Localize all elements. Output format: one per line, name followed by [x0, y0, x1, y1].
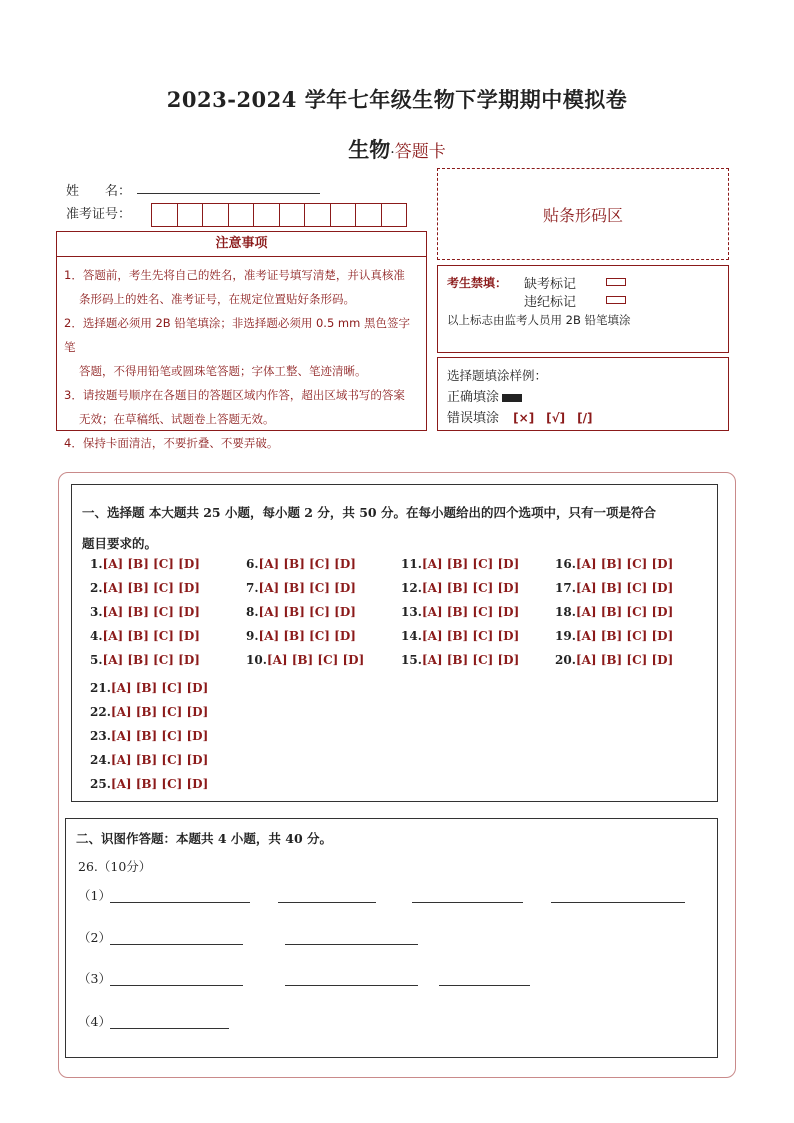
question-number: 11.	[401, 557, 422, 571]
question-item[interactable]	[246, 557, 356, 571]
question-number: 22.	[90, 705, 111, 719]
answer-options[interactable]: [A] [B] [C] [D]	[102, 557, 200, 571]
answer-options[interactable]: [A] [B] [C] [D]	[258, 557, 356, 571]
barcode-label: 贴条形码区	[542, 205, 623, 225]
id-digit-box[interactable]	[381, 203, 408, 227]
diagram-questions-section	[65, 818, 718, 1058]
question-item[interactable]	[246, 629, 356, 643]
answer-options[interactable]: [A] [B] [C] [D]	[110, 681, 209, 695]
question-item[interactable]	[90, 681, 208, 695]
question-item[interactable]	[90, 629, 200, 643]
notice-heading: 注意事项	[57, 232, 426, 257]
id-digit-box[interactable]	[355, 203, 382, 227]
question-26-label: 26.（10分）	[78, 859, 152, 874]
answer-options[interactable]: [A] [B] [C] [D]	[266, 653, 365, 667]
notice-item	[64, 311, 420, 383]
answer-line[interactable]	[110, 985, 243, 986]
answer-line[interactable]	[110, 902, 250, 903]
name-field[interactable]	[137, 193, 320, 194]
part-label: （2）	[78, 930, 111, 945]
notice-line: 2．选择题必须用 2B 铅笔填涂；非选择题必须用 0.5 mm 黑色签字笔	[64, 316, 410, 354]
notice-item	[64, 263, 420, 311]
answer-line[interactable]	[285, 985, 418, 986]
question-item[interactable]	[246, 605, 356, 619]
answer-options[interactable]: [A] [B] [C] [D]	[110, 729, 209, 743]
question-number: 13.	[401, 605, 422, 619]
question-number: 19.	[555, 629, 576, 643]
answer-options[interactable]: [A] [B] [C] [D]	[110, 777, 209, 791]
question-number: 14.	[401, 629, 422, 643]
id-digit-box[interactable]	[177, 203, 204, 227]
multiple-choice-section	[71, 484, 718, 802]
id-digit-box[interactable]	[304, 203, 331, 227]
question-number: 7.	[246, 581, 259, 595]
id-digit-box[interactable]	[330, 203, 357, 227]
notice-line: 4．保持卡面清洁，不要折叠、不要弄破。	[64, 436, 279, 450]
question-item[interactable]	[90, 557, 200, 571]
barcode-area	[437, 168, 729, 260]
question-number: 17.	[555, 581, 576, 595]
answer-options[interactable]: [A] [B] [C] [D]	[102, 581, 200, 595]
id-digit-box[interactable]	[279, 203, 306, 227]
exam-id-boxes	[151, 203, 406, 227]
proctor-note: 以上标志由监考人员用 2B 铅笔填涂	[447, 313, 631, 327]
answer-options[interactable]: [A] [B] [C] [D]	[575, 581, 674, 595]
correct-fill-label: 正确填涂	[447, 390, 500, 405]
answer-line[interactable]	[110, 944, 243, 945]
question-item[interactable]	[401, 653, 519, 667]
section2-heading: 二、识图作答题：本题共 4 小题，共 40 分。	[76, 831, 333, 846]
notice-line: 答题，不得用铅笔或圆珠笔答题；字体工整、笔迹清晰。	[79, 364, 367, 378]
question-item[interactable]	[90, 777, 208, 791]
notice-item	[64, 383, 420, 431]
answer-options[interactable]: [A] [B] [C] [D]	[102, 605, 200, 619]
question-number: 3.	[90, 605, 103, 619]
proctor-marks-box	[437, 265, 729, 353]
answer-line[interactable]	[278, 902, 376, 903]
id-digit-box[interactable]	[253, 203, 280, 227]
answer-options[interactable]: [A] [B] [C] [D]	[258, 629, 356, 643]
fill-sample-box	[437, 357, 729, 431]
answer-options[interactable]: [A] [B] [C] [D]	[575, 629, 674, 643]
question-number: 1.	[90, 557, 103, 571]
id-digit-box[interactable]	[151, 203, 178, 227]
filled-sample	[502, 394, 522, 402]
answer-line[interactable]	[285, 944, 418, 945]
answer-line[interactable]	[551, 902, 685, 903]
answer-options[interactable]: [A] [B] [C] [D]	[110, 753, 209, 767]
question-number: 21.	[90, 681, 111, 695]
question-item[interactable]	[401, 629, 519, 643]
exam-id-label: 准考证号：	[66, 207, 132, 222]
answer-options[interactable]: [A] [B] [C] [D]	[258, 581, 356, 595]
question-item[interactable]	[555, 605, 673, 619]
answer-line[interactable]	[412, 902, 523, 903]
question-item[interactable]	[401, 605, 519, 619]
question-number: 15.	[401, 653, 422, 667]
question-item[interactable]	[90, 705, 208, 719]
question-number: 18.	[555, 605, 576, 619]
question-number: 9.	[246, 629, 259, 643]
question-item[interactable]	[401, 557, 519, 571]
question-number: 12.	[401, 581, 422, 595]
question-number: 8.	[246, 605, 259, 619]
notice-box	[56, 231, 427, 450]
absent-mark-box[interactable]	[606, 278, 626, 286]
id-digit-box[interactable]	[202, 203, 229, 227]
answer-sheet-label: 答题卡	[394, 142, 446, 162]
question-number: 2.	[90, 581, 103, 595]
name-label: 姓 名：	[66, 184, 132, 199]
question-item[interactable]	[90, 729, 208, 743]
answer-line[interactable]	[439, 985, 530, 986]
question-item[interactable]	[90, 653, 200, 667]
wrong-fill-marks: [×] [√] [/]	[513, 411, 593, 425]
notice-line: 1．答题前，考生先将自己的姓名，准考证号填写清楚，并认真核准	[64, 268, 405, 282]
notice-item	[64, 431, 420, 455]
answer-options[interactable]: [A] [B] [C] [D]	[102, 629, 200, 643]
absent-label: 缺考标记	[524, 277, 577, 292]
question-item[interactable]	[401, 581, 519, 595]
question-number: 4.	[90, 629, 103, 643]
question-item[interactable]	[90, 605, 200, 619]
proctor-marks-title: 考生禁填：	[447, 276, 508, 290]
subtitle-dot: ·	[390, 145, 395, 161]
question-number: 24.	[90, 753, 111, 767]
question-number: 6.	[246, 557, 259, 571]
question-number: 5.	[90, 653, 103, 667]
notice-line: 条形码上的姓名、准考证号，在规定位置贴好条形码。	[79, 292, 355, 306]
answer-options[interactable]: [A] [B] [C] [D]	[421, 629, 520, 643]
page-title: 2023-2024 学年七年级生物下学期期中模拟卷	[166, 87, 628, 112]
question-number: 23.	[90, 729, 111, 743]
answer-options[interactable]: [A] [B] [C] [D]	[421, 605, 520, 619]
violation-label: 违纪标记	[524, 295, 577, 310]
question-number: 20.	[555, 653, 576, 667]
question-item[interactable]	[555, 653, 673, 667]
question-item[interactable]	[90, 581, 200, 595]
question-number: 10.	[246, 653, 267, 667]
answer-options[interactable]: [A] [B] [C] [D]	[258, 605, 356, 619]
section1-heading	[82, 497, 710, 559]
question-item[interactable]	[246, 581, 356, 595]
question-number: 25.	[90, 777, 111, 791]
answer-options[interactable]: [A] [B] [C] [D]	[575, 653, 674, 667]
question-item[interactable]	[555, 557, 673, 571]
answer-options[interactable]: [A] [B] [C] [D]	[102, 653, 200, 667]
answer-options[interactable]: [A] [B] [C] [D]	[110, 705, 209, 719]
subtitle	[0, 134, 794, 164]
wrong-fill-label: 错误填涂	[447, 411, 500, 426]
notice-line: 无效；在草稿纸、试题卷上答题无效。	[79, 412, 275, 426]
question-item[interactable]	[555, 581, 673, 595]
subject-name: 生物	[348, 137, 391, 162]
answer-options[interactable]: [A] [B] [C] [D]	[575, 605, 674, 619]
part-label: （1）	[78, 888, 111, 903]
question-item[interactable]	[246, 653, 364, 667]
question-item[interactable]	[90, 753, 208, 767]
id-digit-box[interactable]	[228, 203, 255, 227]
question-number: 16.	[555, 557, 576, 571]
part-label: （4）	[78, 1014, 111, 1029]
part-label: （3）	[78, 971, 111, 986]
answer-line[interactable]	[110, 1028, 229, 1029]
answer-options[interactable]: [A] [B] [C] [D]	[421, 557, 520, 571]
question-item[interactable]	[555, 629, 673, 643]
section1-heading-line: 题目要求的。	[82, 536, 158, 551]
section1-heading-line: 一、选择题 本大题共 25 小题，每小题 2 分，共 50 分。在每小题给出的四个选项中，只有一项是符合	[82, 505, 656, 520]
answer-options[interactable]: [A] [B] [C] [D]	[421, 581, 520, 595]
answer-options[interactable]: [A] [B] [C] [D]	[421, 653, 520, 667]
violation-mark-box[interactable]	[606, 296, 626, 304]
notice-line: 3．请按题号顺序在各题目的答题区域内作答，超出区域书写的答案	[64, 388, 405, 402]
answer-options[interactable]: [A] [B] [C] [D]	[575, 557, 674, 571]
sample-title: 选择题填涂样例：	[447, 368, 548, 383]
